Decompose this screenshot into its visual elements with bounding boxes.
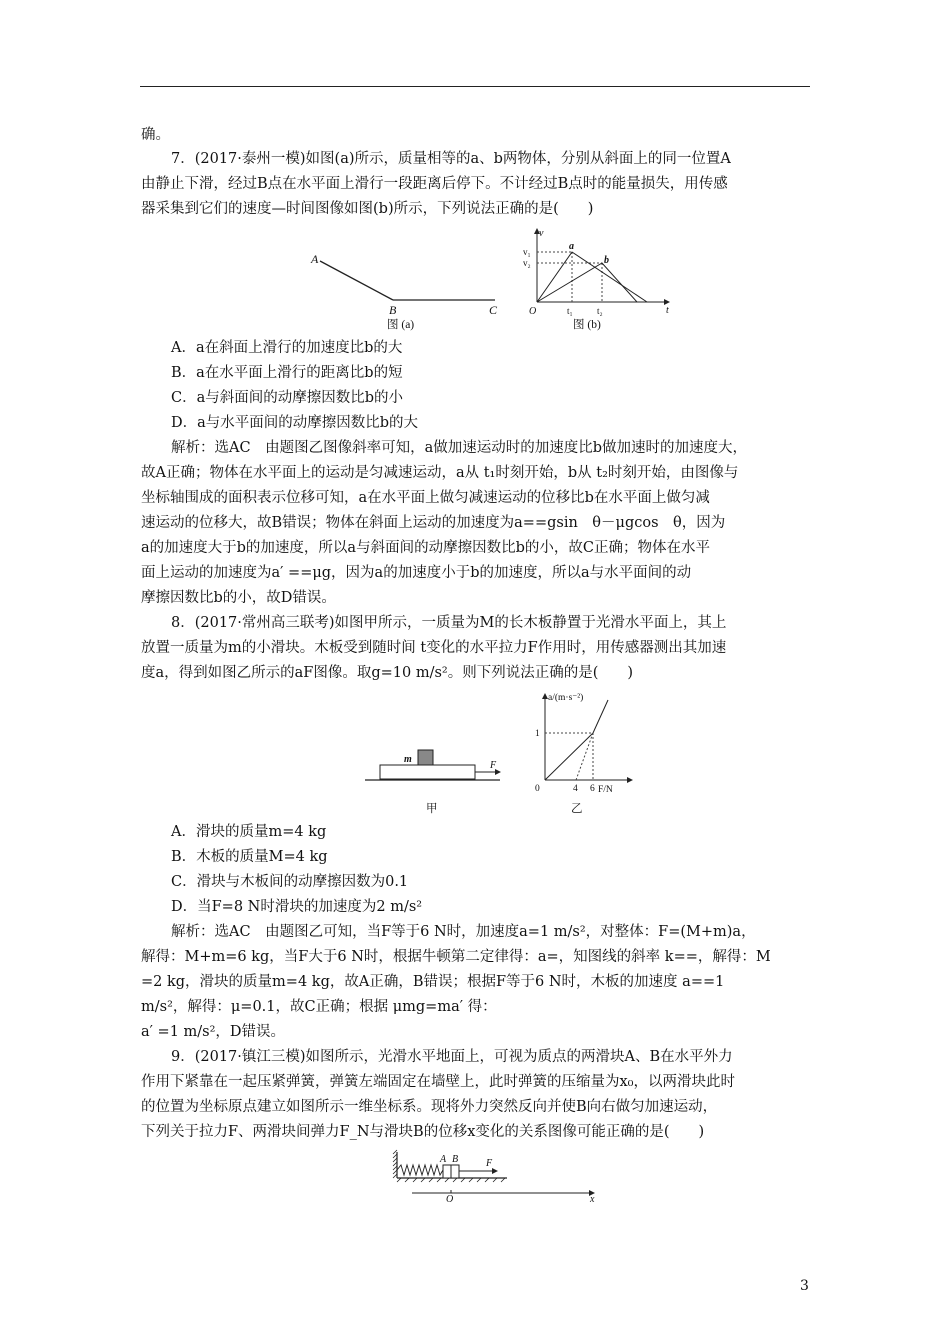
text-line: 故A正确；物体在水平面上的运动是匀减速运动，a从 t₁时刻开始，b从 t₂时刻开始，由图像与 (141, 465, 739, 481)
text-line: 确。 (141, 127, 170, 143)
caption-yi: 乙 (571, 803, 583, 815)
axis-v-label: v (539, 228, 544, 239)
text-line: 面上运动的加速度为a′ ==μg，因为a的加速度小于b的加速度，所以a与水平面间的动 (141, 565, 692, 581)
figure-a-incline (305, 248, 505, 333)
t2-label: t₂ (597, 306, 603, 316)
text-line: 摩擦因数比b的小，故D错误。 (141, 590, 336, 606)
label-C: C (489, 303, 498, 317)
caption-jia: 甲 (426, 803, 438, 815)
text-line: 解析：选AC 由题图乙图像斜率可知，a做加速运动时的加速度比b做加速时的加速度大， (171, 440, 747, 456)
text-line: B．木板的质量M=4 kg (171, 849, 328, 865)
figure-9-spring-blocks (392, 1150, 602, 1205)
text-line: 放置一质量为m的小滑块。木板受到随时间 t变化的水平拉力F作用时，用传感器测出其加速 (141, 640, 727, 656)
text-line: 9．(2017·镇江三模)如图所示，光滑水平地面上，可视为质点的两滑块A、B在水平外力 (171, 1049, 733, 1065)
axis-a-label: a/(m·s⁻²) (548, 693, 584, 703)
text-line: 下列关于拉力F、两滑块间弹力F_N与滑块B的位移x变化的关系图像可能正确的是( ) (141, 1124, 705, 1140)
text-line: a′ =1 m/s²，D错误。 (141, 1024, 286, 1040)
text-line: A．滑块的质量m=4 kg (171, 824, 327, 840)
label-A: A (440, 1154, 447, 1165)
caption-b: 图 (b) (573, 319, 601, 331)
text-line: 7．(2017·泰州一模)如图(a)所示，质量相等的a、b两物体，分别从斜面上的同一位置A (171, 151, 731, 167)
text-line: D．a与水平面间的动摩擦因数比b的大 (171, 415, 419, 431)
label-A: A (311, 252, 319, 266)
curve-b-label: b (604, 255, 609, 266)
text-line: B．a在水平面上滑行的距离比b的短 (171, 365, 403, 381)
text-line: C．滑块与木板间的动摩擦因数为0.1 (171, 874, 409, 890)
text-line: D．当F=8 N时滑块的加速度为2 m/s² (171, 899, 423, 915)
x-tick-6: 6 (590, 784, 595, 794)
text-line: 坐标轴围成的面积表示位移可知，a在水平面上做匀减速运动的位移比b在水平面上做匀减 (141, 490, 710, 506)
text-line: 解得：M+m=6 kg，当F大于6 N时，根据牛顿第二定律得：a=，知图线的斜率 k==，解得：M (141, 949, 771, 965)
v1-label: v₁ (523, 247, 531, 257)
text-line: 由静止下滑，经过B点在水平面上滑行一段距离后停下。不计经过B点时的能量损失，用传感 (141, 176, 728, 192)
text-line: m/s²，解得：μ=0.1，故C正确；根据 μmg=ma′ 得： (141, 999, 497, 1015)
y-tick-1: 1 (535, 729, 540, 739)
text-line: 度a，得到如图乙所示的aF图像。取g=10 m/s²。则下列说法正确的是( ) (141, 665, 634, 681)
axis-x-label: x (590, 1194, 595, 1205)
text-line: C．a与斜面间的动摩擦因数比b的小 (171, 390, 404, 406)
text-line: a的加速度大于b的加速度，所以a与斜面间的动摩擦因数比b的小，故C正确；物体在水平 (141, 540, 710, 556)
t1-label: t₁ (567, 306, 573, 316)
force-F-label: F (486, 1158, 493, 1169)
force-F-label: F (490, 760, 497, 771)
text-line: A．a在斜面上滑行的加速度比b的大 (171, 340, 403, 356)
axis-t-label: t (666, 305, 669, 316)
text-line: 器采集到它们的速度—时间图像如图(b)所示，下列说法正确的是( ) (141, 201, 594, 217)
figure-b-vt-graph (525, 228, 680, 333)
v2-label: v₂ (523, 258, 531, 268)
label-B: B (452, 1154, 459, 1165)
origin-label: O (529, 306, 537, 317)
origin-0: 0 (535, 784, 540, 794)
label-B: B (389, 303, 397, 317)
curve-a-label: a (569, 241, 574, 252)
text-line: 解析：选AC 由题图乙可知，当F等于6 N时，加速度a=1 m/s²，对整体：F=(M+m)a， (171, 924, 756, 940)
axis-F-label: F/N (598, 785, 613, 795)
header-rule (140, 86, 810, 87)
text-line: 作用下紧靠在一起压紧弹簧，弹簧左端固定在墙壁上，此时弹簧的压缩量为x₀，以两滑块此时 (141, 1074, 735, 1090)
text-line: 的位置为坐标原点建立如图所示一维坐标系。现将外力突然反向并使B向右做匀加速运动， (141, 1099, 718, 1115)
caption-a: 图 (a) (387, 319, 415, 331)
text-line: 8．(2017·常州高三联考)如图甲所示，一质量为M的长木板静置于光滑水平面上，其上 (171, 615, 727, 631)
origin-O: O (446, 1194, 454, 1205)
figure-jia-board (360, 742, 510, 817)
text-line: =2 kg，滑块的质量m=4 kg，故A正确，B错误；根据F等于6 N时，木板的加速度 a==1 (141, 974, 725, 990)
x-tick-4: 4 (573, 784, 578, 794)
page-number: 3 (800, 1278, 809, 1294)
text-line: 速运动的位移大，故B错误；物体在斜面上运动的加速度为a==gsin θ－μgcos θ，因为 (141, 515, 726, 531)
figure-yi-aF-graph (530, 688, 680, 818)
mass-m-label: m (404, 754, 412, 765)
